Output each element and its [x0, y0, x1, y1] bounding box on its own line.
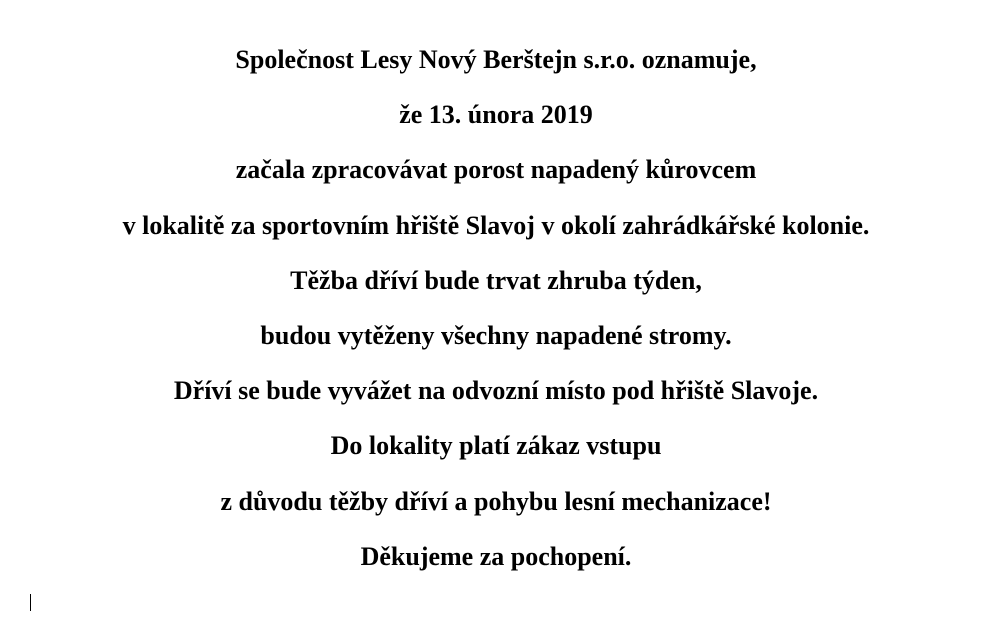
announcement-text	[0, 40, 992, 592]
announcement-line-8: Do lokality platí zákaz vstupu	[330, 431, 662, 461]
announcement-line-9: z důvodu těžby dříví a pohybu lesní mechanizace!	[220, 486, 772, 516]
announcement-line-3: začala zpracovávat porost napadený kůrovcem	[235, 155, 757, 185]
announcement-line-4: v lokalitě za sportovním hřiště Slavoj v okolí zahrádkářské kolonie.	[122, 210, 870, 240]
announcement-line-6: budou vytěženy všechny napadené stromy.	[260, 320, 732, 350]
announcement-line-5: Těžba dříví bude trvat zhruba týden,	[290, 265, 702, 295]
text-cursor[interactable]	[30, 594, 31, 611]
announcement-line-10: Děkujeme za pochopení.	[360, 541, 632, 571]
announcement-line-2: že 13. února 2019	[399, 100, 593, 130]
announcement-line-1: Společnost Lesy Nový Berštejn s.r.o. oznamuje,	[235, 45, 757, 74]
announcement-line-7: Dříví se bude vyvážet na odvozní místo pod hřiště Slavoje.	[173, 376, 819, 406]
